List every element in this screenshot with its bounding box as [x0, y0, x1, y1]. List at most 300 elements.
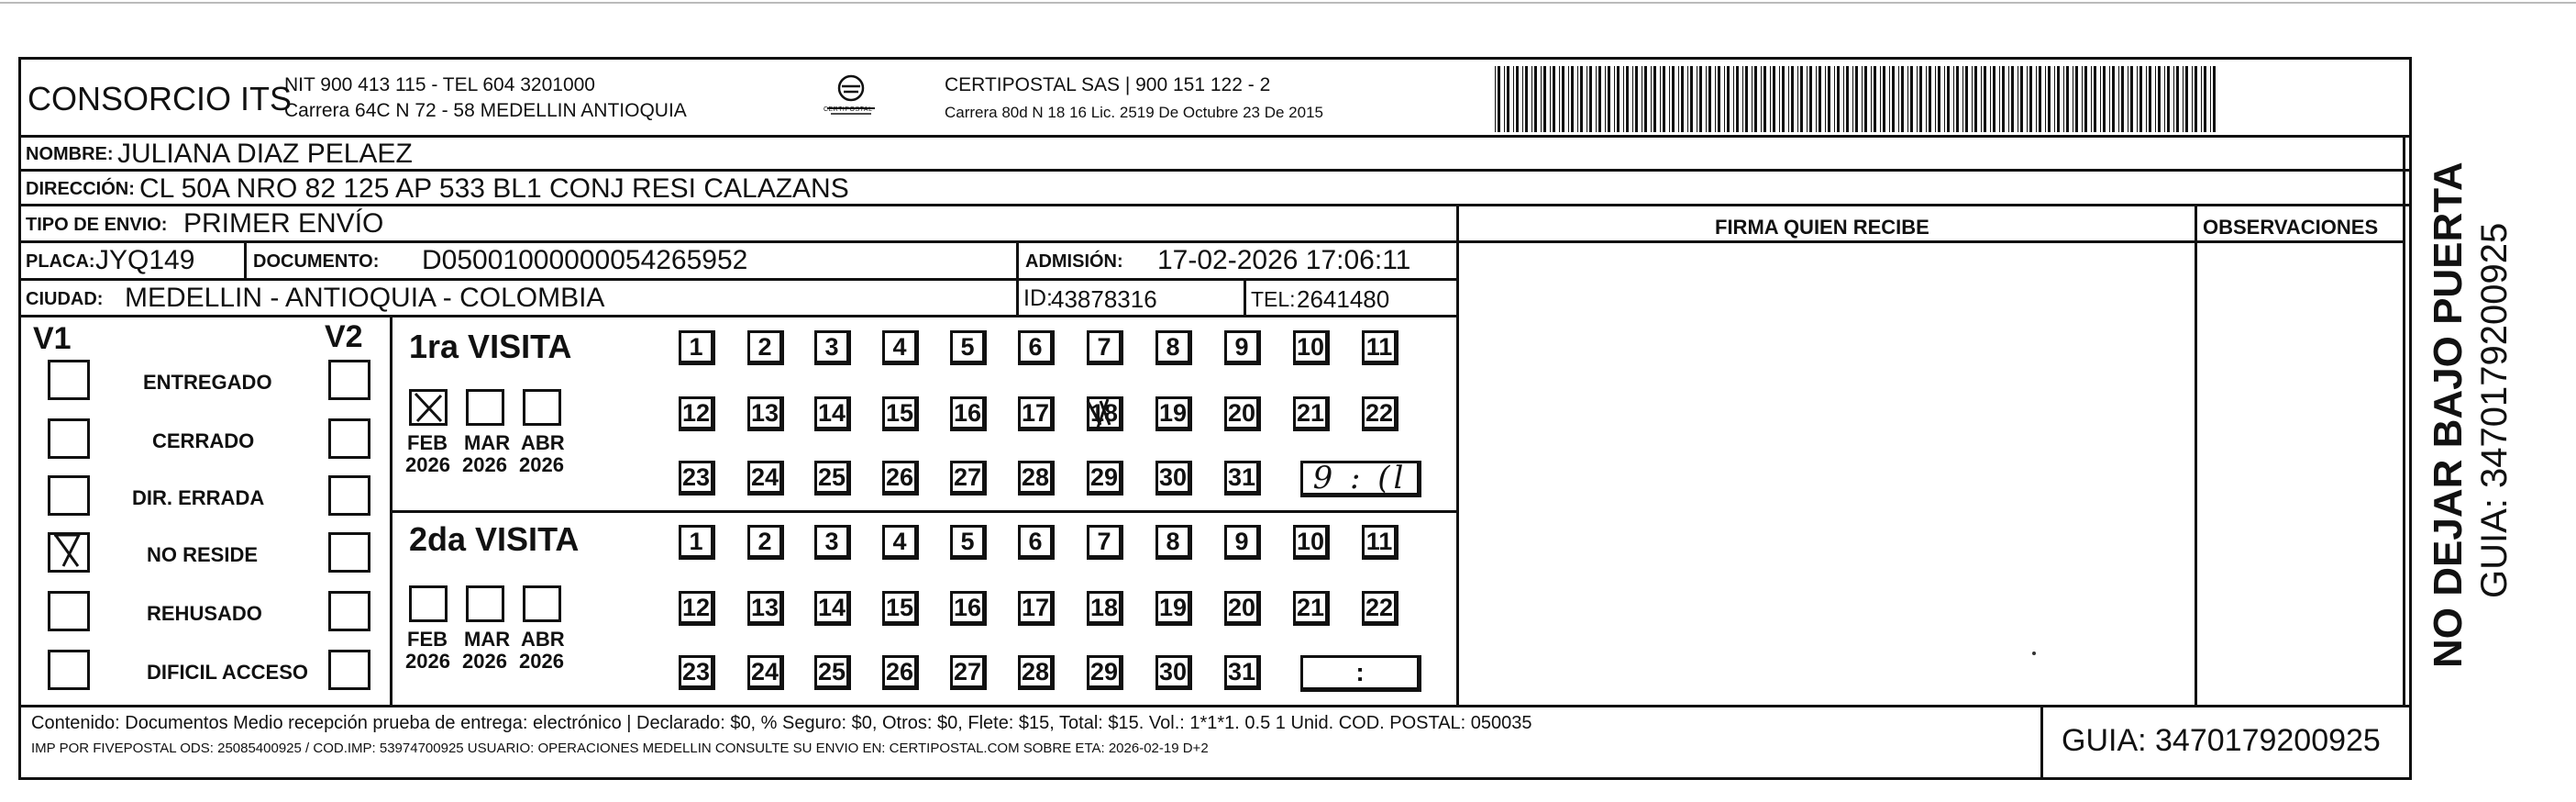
day-number: 22 [1365, 398, 1394, 427]
barcode-bar [1754, 66, 1757, 132]
day-box[interactable] [882, 396, 919, 431]
time-value: : [1355, 658, 1365, 686]
month-label: ABR [521, 628, 565, 651]
day-box[interactable] [950, 655, 987, 690]
carrier-name: CERTIPOSTAL SAS | 900 151 122 - 2 [945, 74, 1271, 95]
barcode-bar [2057, 66, 2060, 132]
day-number: 30 [1158, 462, 1188, 491]
firma-label: FIRMA QUIEN RECIBE [1715, 216, 1929, 239]
barcode-bar [1708, 66, 1711, 132]
col-line [1016, 240, 1019, 315]
day-box[interactable] [1018, 461, 1055, 496]
barcode-bar [1837, 66, 1840, 132]
company-address: Carrera 64C N 72 - 58 MEDELLIN ANTIOQUIA [284, 100, 687, 121]
v2-checkbox[interactable] [328, 360, 370, 400]
barcode-bar [1788, 66, 1789, 132]
barcode-bar [1706, 66, 1707, 132]
time-box[interactable] [1300, 461, 1421, 497]
v2-checkbox[interactable] [328, 418, 370, 459]
barcode-bar [2146, 66, 2147, 132]
day-box[interactable] [1293, 591, 1330, 626]
day-box[interactable] [1224, 655, 1261, 690]
day-number: 17 [1021, 593, 1050, 621]
day-box[interactable] [1018, 591, 1055, 626]
barcode-bar [1516, 66, 1519, 132]
barcode-bar [1962, 66, 1963, 132]
barcode-bar [1864, 66, 1867, 132]
barcode-bar [1632, 66, 1633, 132]
barcode-bar [1889, 66, 1890, 132]
day-box[interactable] [1155, 330, 1192, 365]
barcode-bar [1965, 66, 1968, 132]
day-box[interactable] [679, 655, 715, 690]
barcode-bar [2149, 66, 2151, 132]
month-year: 2026 [462, 650, 507, 673]
barcode-bar [1926, 66, 1927, 132]
day-box[interactable] [882, 330, 919, 365]
documento-label: DOCUMENTO: [253, 251, 380, 272]
barcode-bar [1797, 66, 1798, 132]
v2-checkbox[interactable] [328, 591, 370, 631]
barcode-bar [2155, 66, 2156, 132]
barcode-bar [2048, 66, 2051, 132]
day-box[interactable] [1087, 396, 1123, 431]
tel-label: TEL: [1251, 287, 1296, 311]
day-box[interactable] [882, 525, 919, 560]
barcode-bar [1534, 66, 1537, 132]
day-number: 6 [1028, 332, 1043, 361]
barcode-bar [2045, 66, 2046, 132]
day-number: 30 [1158, 657, 1188, 685]
barcode-bar [1972, 66, 1973, 132]
day-number: 27 [953, 657, 982, 685]
day-box[interactable] [1224, 591, 1261, 626]
day-box[interactable] [1087, 655, 1123, 690]
barcode-bar [1681, 66, 1684, 132]
barcode-bar [2084, 66, 2087, 132]
barcode-bar [2103, 66, 2106, 132]
day-number: 14 [817, 593, 846, 621]
day-number: 8 [1166, 332, 1180, 361]
barcode-bar [2121, 66, 2124, 132]
barcode-bar [2185, 66, 2188, 132]
barcode-bar [1653, 66, 1656, 132]
day-number: 26 [885, 657, 914, 685]
day-number: 28 [1021, 657, 1050, 685]
day-box[interactable] [1018, 330, 1055, 365]
day-number: 7 [1097, 332, 1111, 361]
day-number: 14 [817, 398, 846, 427]
status-label: CERRADO [152, 429, 255, 452]
side-guia: GUIA: 3470179200925 [2474, 222, 2515, 598]
day-box[interactable] [814, 655, 851, 690]
status-label: REHUSADO [147, 602, 262, 625]
barcode-bar [2167, 66, 2170, 132]
barcode-bar [1733, 66, 1734, 132]
barcode-bar [1589, 66, 1592, 132]
barcode [1493, 66, 2217, 132]
day-box[interactable] [1155, 396, 1192, 431]
barcode-bar [1660, 66, 1661, 132]
day-box[interactable] [814, 396, 851, 431]
day-box[interactable] [747, 461, 784, 496]
barcode-bar [1898, 66, 1899, 132]
barcode-bar [1617, 66, 1620, 132]
day-box[interactable] [747, 525, 784, 560]
barcode-bar [1635, 66, 1638, 132]
day-box[interactable] [1087, 461, 1123, 496]
day-box[interactable] [679, 591, 715, 626]
barcode-bar [1892, 66, 1895, 132]
day-number: 16 [953, 593, 982, 621]
company-name: CONSORCIO ITS [28, 80, 293, 117]
barcode-bar [1577, 66, 1578, 132]
day-box[interactable] [882, 461, 919, 496]
day-number: 28 [1021, 462, 1050, 491]
col-line [1456, 204, 1459, 705]
day-number: 9 [1234, 332, 1249, 361]
barcode-bar [1623, 66, 1624, 132]
day-box[interactable] [950, 591, 987, 626]
v2-checkbox[interactable] [328, 532, 370, 573]
tipo-envio-value: PRIMER ENVÍO [183, 208, 384, 239]
month-checkbox[interactable] [523, 585, 561, 622]
barcode-bar [2054, 66, 2055, 132]
status-label: ENTREGADO [143, 371, 272, 394]
row-line [18, 315, 1458, 317]
day-number: 18 [1089, 593, 1119, 621]
v1-checkbox[interactable] [48, 591, 90, 631]
time-value: 9 : (l [1312, 460, 1408, 496]
top-edge-line [0, 2, 2576, 4]
day-number: 19 [1158, 593, 1188, 621]
v1-header: V1 [33, 321, 72, 356]
barcode-bar [1498, 66, 1500, 132]
barcode-bar [1580, 66, 1583, 132]
footer-line [18, 705, 2412, 707]
day-box[interactable] [1087, 330, 1123, 365]
day-box[interactable] [1293, 396, 1330, 431]
month-label: FEB [407, 628, 448, 651]
barcode-bar [1651, 66, 1652, 132]
day-box[interactable] [1155, 655, 1192, 690]
day-number: 2 [757, 527, 772, 555]
day-box[interactable] [814, 525, 851, 560]
month-checkbox[interactable] [409, 585, 448, 622]
day-box[interactable] [1293, 330, 1330, 365]
barcode-bar [1779, 66, 1780, 132]
barcode-bar [1999, 66, 2000, 132]
barcode-bar [1678, 66, 1679, 132]
barcode-bar [1736, 66, 1739, 132]
day-number: 16 [953, 398, 982, 427]
month-label: ABR [521, 431, 565, 454]
barcode-bar [2173, 66, 2174, 132]
barcode-bar [2063, 66, 2064, 132]
day-box[interactable] [1293, 525, 1330, 560]
day-box[interactable] [1087, 591, 1123, 626]
barcode-bar [1938, 66, 1940, 132]
barcode-bar [2075, 66, 2078, 132]
barcode-bar [1809, 66, 1812, 132]
barcode-bar [2008, 66, 2009, 132]
day-number: 7 [1097, 527, 1111, 555]
footer-content: Contenido: Documentos Medio recepción prueba de entrega: electrónico | Declarado: $0, % Seguro: $0, Otros: $0, Flete: $15, Total: $15. Vol.: 1*1*1. 0.5 1 Unid. COD. POSTAL: 050035 [31, 713, 1532, 733]
day-number: 4 [892, 332, 907, 361]
month-label: MAR [464, 628, 511, 651]
barcode-bar [1816, 66, 1817, 132]
direccion-label: DIRECCIÓN: [26, 179, 135, 199]
day-box[interactable] [1155, 525, 1192, 560]
status-label: DIFICIL ACCESO [147, 661, 309, 684]
barcode-bar [2112, 66, 2115, 132]
nombre-value: JULIANA DIAZ PELAEZ [117, 139, 413, 169]
status-label: DIR. ERRADA [132, 486, 265, 509]
day-box[interactable] [814, 330, 851, 365]
barcode-bar [2100, 66, 2101, 132]
barcode-bar [1791, 66, 1794, 132]
day-number: 26 [885, 462, 914, 491]
barcode-bar [2091, 66, 2092, 132]
barcode-bar [2130, 66, 2133, 132]
day-number: 22 [1365, 593, 1394, 621]
row-line [18, 240, 2403, 243]
first-visit-title: 1ra VISITA [409, 328, 572, 365]
barcode-bar [1522, 66, 1523, 132]
barcode-bar [1626, 66, 1629, 132]
col-line [390, 315, 392, 705]
barcode-bar [2109, 66, 2110, 132]
month-year: 2026 [462, 453, 507, 476]
day-box[interactable] [679, 396, 715, 431]
row-line [18, 169, 2412, 172]
barcode-bar [1550, 66, 1551, 132]
barcode-bar [2027, 66, 2028, 132]
footer-meta: IMP POR FIVEPOSTAL ODS: 25085400925 / COD.IMP: 53974700925 USUARIO: OPERACIONES MEDELLIN CONSULTE SU ENVIO EN: CERTIPOSTAL.COM SOBRE ETA: 2026-02-19 D+2 [31, 741, 1209, 756]
day-box[interactable] [950, 525, 987, 560]
barcode-bar [2020, 66, 2023, 132]
day-number: 5 [960, 332, 975, 361]
barcode-bar [1571, 66, 1574, 132]
day-number: 20 [1227, 593, 1256, 621]
barcode-bar [1745, 66, 1748, 132]
month-label: FEB [407, 431, 448, 454]
placa-value: JYQ149 [95, 245, 195, 275]
barcode-bar [2094, 66, 2096, 132]
barcode-bar [1761, 66, 1762, 132]
barcode-bar [1819, 66, 1821, 132]
day-number: 1 [689, 527, 703, 555]
day-number: 24 [750, 657, 779, 685]
day-box[interactable] [1224, 396, 1261, 431]
day-mark [1082, 394, 1124, 440]
month-year: 2026 [405, 453, 450, 476]
v2-checkbox[interactable] [328, 650, 370, 690]
day-box[interactable] [1018, 396, 1055, 431]
barcode-bar [2002, 66, 2005, 132]
barcode-bar [1990, 66, 1991, 132]
day-number: 23 [681, 462, 711, 491]
month-label: MAR [464, 431, 511, 454]
month-year: 2026 [405, 650, 450, 673]
barcode-bar [2192, 66, 2193, 132]
barcode-bar [2139, 66, 2142, 132]
day-number: 6 [1028, 527, 1043, 555]
day-box[interactable] [950, 396, 987, 431]
day-number: 4 [892, 527, 907, 555]
v1-checkbox[interactable] [48, 650, 90, 690]
barcode-bar [1727, 66, 1730, 132]
day-box[interactable] [950, 461, 987, 496]
row-line [18, 278, 1458, 281]
day-number: 27 [953, 462, 982, 491]
month-checkbox[interactable] [523, 389, 561, 426]
barcode-bar [2201, 66, 2202, 132]
day-box[interactable] [882, 655, 919, 690]
barcode-bar [1495, 66, 1496, 132]
day-number: 23 [681, 657, 711, 685]
observaciones-label: OBSERVACIONES [2203, 216, 2379, 239]
day-box[interactable] [1224, 330, 1261, 365]
barcode-bar [1699, 66, 1702, 132]
barcode-bar [1834, 66, 1835, 132]
company-nit: NIT 900 413 115 - TEL 604 3201000 [284, 74, 595, 95]
day-number: 29 [1089, 462, 1119, 491]
month-checkbox[interactable] [466, 585, 504, 622]
day-box[interactable] [1362, 396, 1399, 431]
day-box[interactable] [679, 525, 715, 560]
barcode-bar [1917, 66, 1918, 132]
barcode-bar [2082, 66, 2083, 132]
barcode-bar [1956, 66, 1959, 132]
v1-checkbox[interactable] [48, 360, 90, 400]
day-box[interactable] [747, 330, 784, 365]
v2-checkbox[interactable] [328, 475, 370, 516]
day-number: 1 [689, 332, 703, 361]
day-box[interactable] [1224, 525, 1261, 560]
day-number: 5 [960, 527, 975, 555]
barcode-bar [2118, 66, 2119, 132]
time-box[interactable] [1300, 655, 1421, 692]
v1-checkbox[interactable] [48, 532, 90, 573]
tel-value: 2641480 [1297, 285, 1390, 313]
barcode-bar [2183, 66, 2184, 132]
barcode-bar [1525, 66, 1528, 132]
nombre-label: NOMBRE: [26, 144, 114, 164]
day-number: 21 [1296, 593, 1325, 621]
placa-label: PLACA: [26, 251, 95, 272]
barcode-bar [1843, 66, 1844, 132]
barcode-bar [1644, 66, 1647, 132]
barcode-bar [2210, 66, 2211, 132]
day-box[interactable] [1018, 655, 1055, 690]
barcode-bar [1852, 66, 1853, 132]
v2-header: V2 [325, 319, 363, 354]
barcode-bar [1541, 66, 1542, 132]
barcode-bar [1981, 66, 1982, 132]
barcode-bar [1910, 66, 1913, 132]
day-number: 2 [757, 332, 772, 361]
barcode-bar [1568, 66, 1569, 132]
v1-checkbox[interactable] [48, 475, 90, 516]
row-line [390, 510, 1458, 513]
day-number: 11 [1365, 527, 1393, 555]
barcode-bar [1718, 66, 1720, 132]
day-number: 10 [1296, 527, 1325, 555]
visit-divider [640, 315, 643, 705]
day-box[interactable] [814, 461, 851, 496]
day-box[interactable] [679, 330, 715, 365]
barcode-bar [1880, 66, 1881, 132]
barcode-bar [1669, 66, 1670, 132]
second-visit-title: 2da VISITA [409, 520, 580, 558]
v1-checkbox[interactable] [48, 418, 90, 459]
barcode-bar [1993, 66, 1996, 132]
barcode-bar [1901, 66, 1904, 132]
day-number: 29 [1089, 657, 1119, 685]
day-box[interactable] [747, 655, 784, 690]
barcode-bar [1605, 66, 1606, 132]
day-box[interactable] [679, 461, 715, 496]
barcode-bar [1825, 66, 1826, 132]
day-box[interactable] [747, 591, 784, 626]
day-box[interactable] [814, 591, 851, 626]
month-year: 2026 [519, 650, 564, 673]
day-number: 31 [1227, 657, 1256, 685]
barcode-bar [2176, 66, 2179, 132]
barcode-bar [2137, 66, 2138, 132]
documento-value: D05001000000054265952 [422, 245, 748, 275]
barcode-bar [2204, 66, 2206, 132]
month-checkbox[interactable] [466, 389, 504, 426]
day-number: 12 [681, 593, 711, 621]
barcode-bar [1855, 66, 1858, 132]
barcode-bar [1907, 66, 1908, 132]
day-box[interactable] [747, 396, 784, 431]
col-line [2403, 135, 2405, 705]
day-box[interactable] [1087, 525, 1123, 560]
barcode-bar [2195, 66, 2197, 132]
day-box[interactable] [1155, 591, 1192, 626]
day-box[interactable] [1018, 525, 1055, 560]
day-number: 13 [750, 398, 779, 427]
barcode-bar [1944, 66, 1945, 132]
day-box[interactable] [950, 330, 987, 365]
barcode-bar [1531, 66, 1532, 132]
month-checkbox[interactable] [409, 389, 448, 426]
barcode-bar [1608, 66, 1610, 132]
day-number: 10 [1296, 332, 1325, 361]
day-box[interactable] [882, 591, 919, 626]
carrier-logo-text: CERTIPOSTAL [824, 106, 873, 113]
barcode-bar [1935, 66, 1936, 132]
day-number: 20 [1227, 398, 1256, 427]
col-line [244, 240, 247, 278]
day-box[interactable] [1362, 525, 1399, 560]
footer-guia: GUIA: 3470179200925 [2062, 723, 2381, 758]
day-box[interactable] [1362, 591, 1399, 626]
barcode-bar [1596, 66, 1597, 132]
col-line [2195, 204, 2197, 705]
carrier-license: Carrera 80d N 18 16 Lic. 2519 De Octubre 23 De 2015 [945, 104, 1323, 121]
direccion-value: CL 50A NRO 82 125 AP 533 BL1 CONJ RESI CALAZANS [139, 173, 849, 204]
stray-dot [2032, 652, 2036, 655]
day-box[interactable] [1224, 461, 1261, 496]
day-number: 3 [824, 332, 839, 361]
day-box[interactable] [1155, 461, 1192, 496]
day-box[interactable] [1362, 330, 1399, 365]
barcode-bar [1598, 66, 1601, 132]
